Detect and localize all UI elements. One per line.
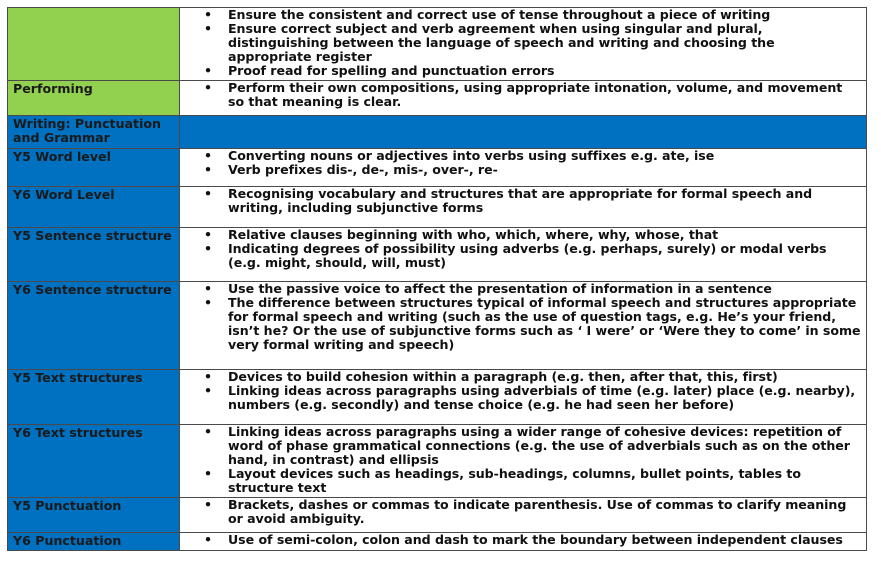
table-row	[8, 228, 867, 282]
list-item-text: Use the passive voice to affect the presentation of information in a sentence	[228, 281, 772, 296]
bullet-list	[180, 498, 866, 526]
list-item	[180, 81, 866, 109]
row-label: Y5 Word level	[8, 149, 180, 187]
table-row	[8, 533, 867, 551]
row-content	[180, 228, 867, 282]
row-label: Writing: Punctuation and Grammar	[8, 116, 180, 149]
list-item	[180, 163, 866, 177]
list-item-text: Perform their own compositions, using appropriate intonation, volume, and movement so that meaning is clear.	[228, 80, 843, 109]
bullet-icon: •	[204, 497, 212, 512]
row-content	[180, 498, 867, 533]
list-item-text: Proof read for spelling and punctuation errors	[228, 63, 555, 78]
bullet-icon: •	[204, 21, 212, 36]
row-label: Y6 Punctuation	[8, 533, 180, 551]
row-content	[180, 282, 867, 370]
bullet-list	[180, 81, 866, 109]
list-item	[180, 242, 866, 270]
bullet-icon: •	[204, 369, 212, 384]
table-row	[8, 8, 867, 81]
bullet-icon: •	[204, 7, 212, 22]
bullet-list	[180, 533, 866, 547]
bullet-icon: •	[204, 241, 212, 256]
table-row	[8, 370, 867, 425]
row-label: Performing	[8, 81, 180, 116]
row-content	[180, 149, 867, 187]
list-item-text: Brackets, dashes or commas to indicate parenthesis. Use of commas to clarify meaning or avoid ambiguity.	[228, 497, 847, 526]
table-row	[8, 149, 867, 187]
table-row	[8, 282, 867, 370]
list-item	[180, 149, 866, 163]
bullet-list	[180, 149, 866, 177]
list-item	[180, 384, 866, 412]
row-label: Y5 Sentence structure	[8, 228, 180, 282]
row-label: Y5 Punctuation	[8, 498, 180, 533]
list-item-text: Layout devices such as headings, sub-headings, columns, bullet points, tables to structure text	[228, 466, 801, 495]
list-item	[180, 467, 866, 495]
bullet-list	[180, 8, 866, 78]
list-item	[180, 425, 866, 467]
list-item	[180, 187, 866, 215]
bullet-list	[180, 228, 866, 270]
table-row	[8, 116, 867, 149]
bullet-icon: •	[204, 80, 212, 95]
bullet-icon: •	[204, 466, 212, 481]
bullet-icon: •	[204, 383, 212, 398]
table-row	[8, 187, 867, 228]
bullet-icon: •	[204, 424, 212, 439]
bullet-icon: •	[204, 186, 212, 201]
bullet-icon: •	[204, 532, 212, 547]
table-row	[8, 498, 867, 533]
list-item	[180, 370, 866, 384]
list-item-text: Devices to build cohesion within a paragraph (e.g. then, after that, this, first)	[228, 369, 778, 384]
bullet-icon: •	[204, 63, 212, 78]
list-item-text: Linking ideas across paragraphs using a wider range of cohesive devices: repetition of word of phase grammatical connections (e.g. the use of adverbials such as on the other hand, in contrast) and ellipsis	[228, 424, 850, 467]
bullet-list	[180, 425, 866, 495]
bullet-icon: •	[204, 162, 212, 177]
row-content	[180, 533, 867, 551]
list-item-text: Ensure the consistent and correct use of tense throughout a piece of writing	[228, 7, 771, 22]
list-item	[180, 296, 866, 352]
bullet-icon: •	[204, 148, 212, 163]
list-item	[180, 22, 866, 64]
list-item-text: Indicating degrees of possibility using adverbs (e.g. perhaps, surely) or modal verbs (e.g. might, should, will, must)	[228, 241, 827, 270]
table-row	[8, 425, 867, 498]
bullet-icon: •	[204, 295, 212, 310]
curriculum-table-body	[8, 8, 867, 551]
list-item	[180, 8, 866, 22]
curriculum-table	[7, 7, 867, 551]
bullet-icon: •	[204, 281, 212, 296]
row-label: Y6 Sentence structure	[8, 282, 180, 370]
row-label: Y5 Text structures	[8, 370, 180, 425]
list-item-text: Use of semi-colon, colon and dash to mark the boundary between independent clauses	[228, 532, 843, 547]
row-content	[180, 8, 867, 81]
bullet-list	[180, 282, 866, 352]
row-label: Y6 Text structures	[8, 425, 180, 498]
list-item-text: Recognising vocabulary and structures that are appropriate for formal speech and writing, including subjunctive forms	[228, 186, 813, 215]
list-item	[180, 228, 866, 242]
list-item-text: Ensure correct subject and verb agreement when using singular and plural, distinguishing between the language of speech and writing and choosing the appropriate register	[228, 21, 775, 64]
list-item	[180, 64, 866, 78]
list-item-text: The difference between structures typical of informal speech and structures appropriate for formal speech and writing (such as the use of question tags, e.g. He’s your friend, isn’t he? Or the use of subjunctive forms such as ‘ I were’ or ‘Were they to come’ in some very formal writing and speech)	[228, 295, 861, 352]
list-item-text: Linking ideas across paragraphs using adverbials of time (e.g. later) place (e.g. nearby), numbers (e.g. secondly) and tense choice (e.g. he had seen her before)	[228, 383, 856, 412]
row-content	[180, 425, 867, 498]
list-item	[180, 282, 866, 296]
bullet-icon: •	[204, 227, 212, 242]
list-item	[180, 498, 866, 526]
row-label	[8, 8, 180, 81]
list-item-text: Converting nouns or adjectives into verbs using suffixes e.g. ate, ise	[228, 148, 715, 163]
list-item-text: Relative clauses beginning with who, which, where, why, whose, that	[228, 227, 719, 242]
row-content	[180, 81, 867, 116]
row-content	[180, 187, 867, 228]
table-row	[8, 81, 867, 116]
list-item-text: Verb prefixes dis-, de-, mis-, over-, re-	[228, 162, 498, 177]
list-item	[180, 533, 866, 547]
row-content	[180, 370, 867, 425]
section-header-cell	[180, 116, 867, 149]
bullet-list	[180, 187, 866, 215]
bullet-list	[180, 370, 866, 412]
row-label: Y6 Word Level	[8, 187, 180, 228]
